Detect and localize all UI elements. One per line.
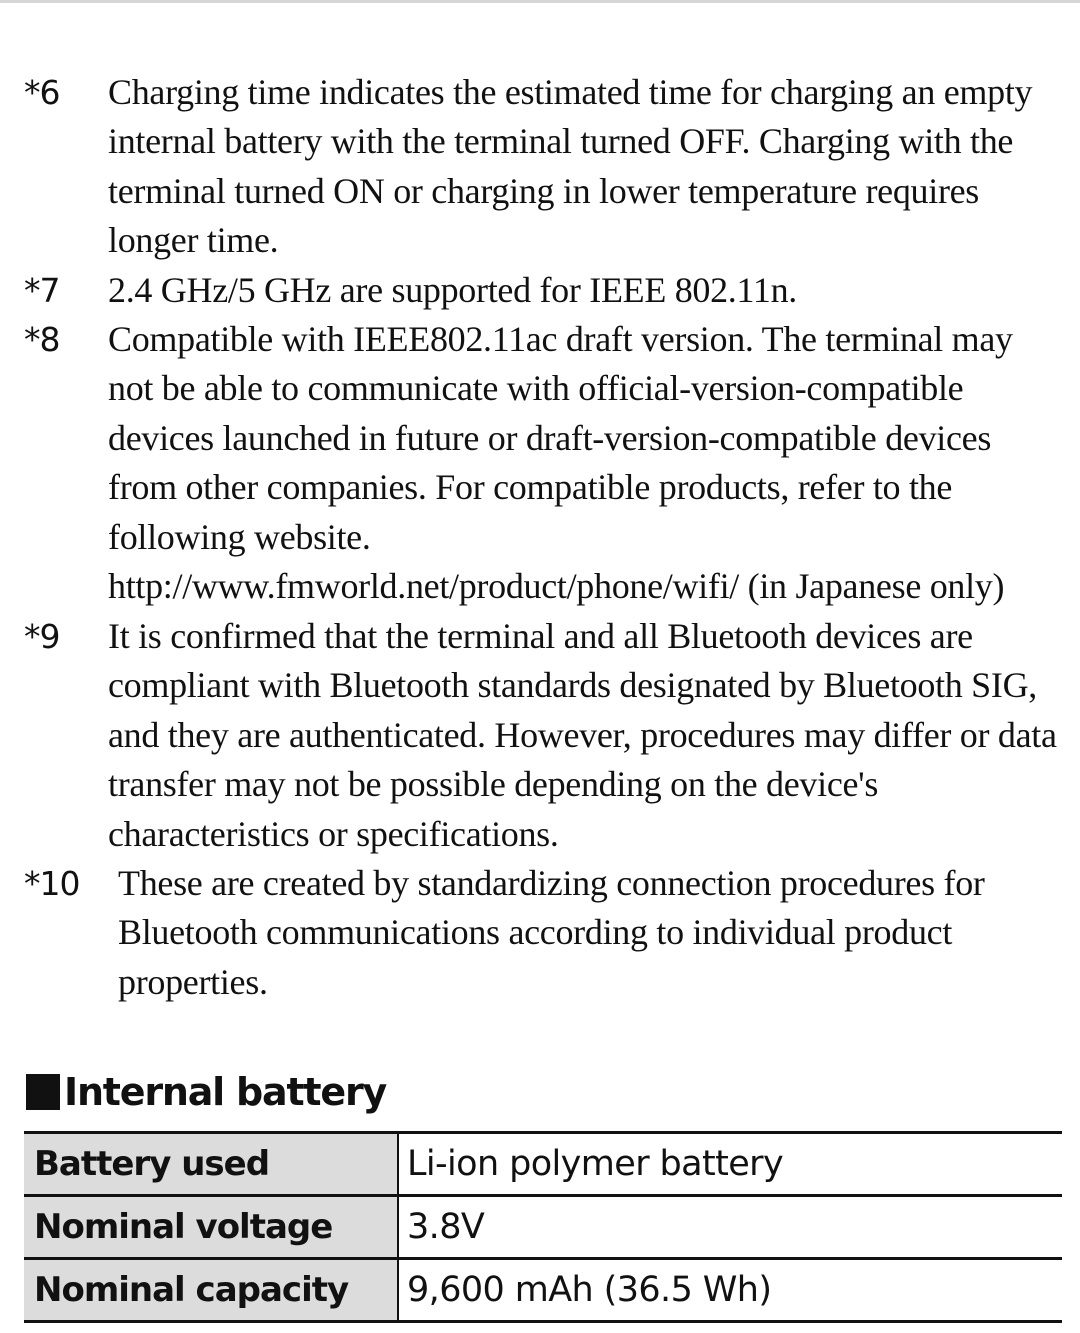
footnote-text: [108, 612, 1057, 859]
heading-square-icon: [26, 1074, 60, 1110]
footnote-line: and they are authenticated. However, procedures may differ or data: [108, 714, 1057, 755]
footnote-marker: *6: [24, 73, 60, 112]
battery-spec-table: [24, 1131, 1062, 1323]
footnote-marker: *8: [24, 320, 60, 359]
table-row: [24, 1196, 1062, 1259]
table-row: [24, 1259, 1062, 1322]
spec-label: Battery used: [24, 1133, 398, 1196]
footnote-line: not be able to communicate with official-version-compatible: [108, 368, 964, 409]
footnote-text: [118, 859, 985, 1007]
footnote-line: Bluetooth communications according to individual product: [118, 912, 953, 953]
section-title: Internal battery: [64, 1070, 387, 1114]
spec-label: Nominal capacity: [24, 1259, 398, 1322]
footnote-line: Charging time indicates the estimated time for charging an empty: [108, 72, 1033, 112]
footnote-line: These are created by standardizing connection procedures for: [118, 863, 985, 903]
footnote-text: [108, 68, 1032, 266]
footnote-line: terminal turned ON or charging in lower temperature requires: [108, 170, 980, 211]
spec-value: Li-ion polymer battery: [398, 1133, 1062, 1196]
footnote-text: [108, 315, 1013, 611]
table-row: [24, 1133, 1062, 1196]
top-divider: [0, 0, 1080, 3]
footnote-line: from other companies. For compatible products, refer to the: [108, 467, 953, 508]
spec-value: 3.8V: [398, 1196, 1062, 1259]
footnote-line: internal battery with the terminal turned OFF. Charging with the: [108, 121, 1014, 162]
footnote-line: longer time.: [108, 220, 279, 261]
footnote-line: properties.: [118, 961, 268, 1002]
footnote-line: 2.4 GHz/5 GHz are supported for IEEE 802.11n.: [108, 270, 797, 310]
footnote-line: following website.: [108, 516, 371, 557]
footnote-line: It is confirmed that the terminal and all Bluetooth devices are: [108, 616, 973, 656]
footnote-line: characteristics or specifications.: [108, 813, 559, 854]
footnote-marker: *9: [24, 617, 60, 656]
footnote-line: compliant with Bluetooth standards designated by Bluetooth SIG,: [108, 665, 1037, 706]
footnote-line: devices launched in future or draft-version-compatible devices: [108, 417, 992, 458]
footnote-line: transfer may not be possible depending on the device's: [108, 764, 879, 805]
footnote-url[interactable]: http://www.fmworld.net/product/phone/wifi/ (in Japanese only): [108, 566, 1005, 607]
section-heading: [26, 1066, 386, 1118]
footnote-text: [108, 266, 797, 315]
footnote-line: Compatible with IEEE802.11ac draft version. The terminal may: [108, 319, 1013, 359]
footnote-marker: *10: [24, 864, 80, 903]
spec-value: 9,600 mAh (36.5 Wh): [398, 1259, 1062, 1322]
footnote-marker: *7: [24, 271, 60, 310]
spec-label: Nominal voltage: [24, 1196, 398, 1259]
